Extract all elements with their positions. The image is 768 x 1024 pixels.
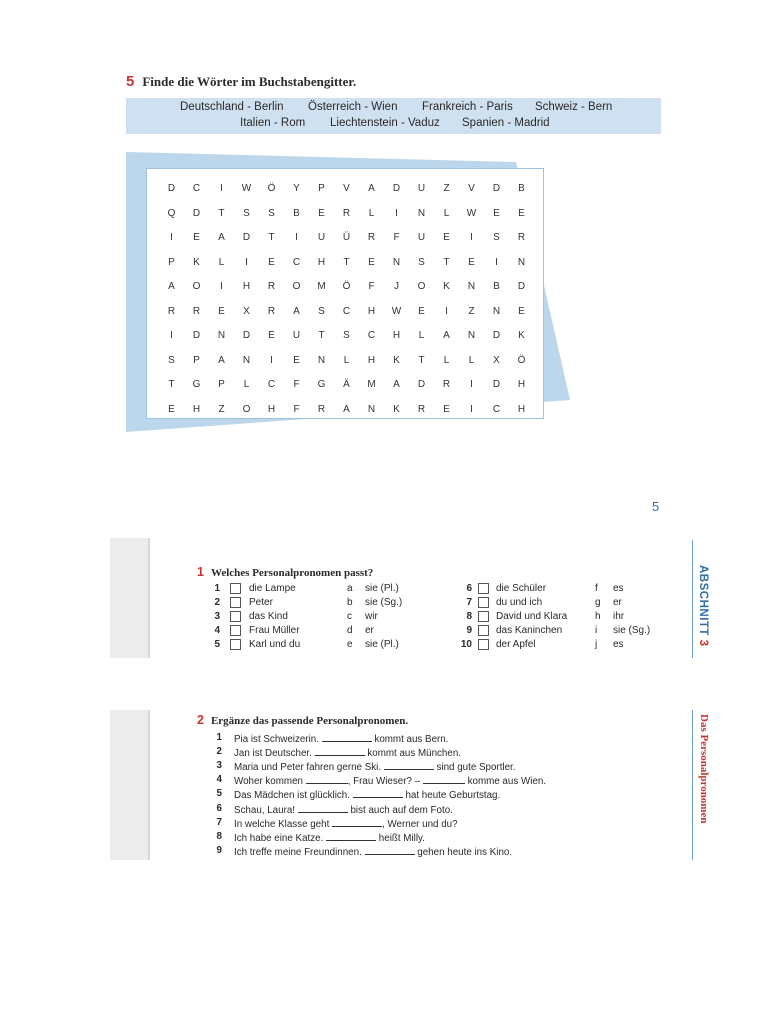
sentence-number: 4 bbox=[216, 774, 222, 786]
grid-letter[interactable]: E bbox=[268, 256, 275, 268]
option-text: sie (Pl.) bbox=[365, 583, 399, 594]
grid-letter[interactable]: T bbox=[418, 354, 425, 366]
grid-letter[interactable]: E bbox=[268, 330, 275, 341]
answer-checkbox[interactable] bbox=[478, 625, 489, 636]
grid-letter[interactable]: Ä bbox=[343, 379, 350, 390]
grid-letter[interactable]: D bbox=[167, 183, 176, 194]
grid-letter[interactable]: S bbox=[268, 207, 275, 219]
grid-letter[interactable]: T bbox=[318, 330, 325, 341]
item-text: der Apfel bbox=[496, 639, 536, 650]
grid-letter[interactable]: N bbox=[242, 354, 251, 366]
sentence-number: 1 bbox=[216, 732, 222, 743]
grid-letter[interactable]: I bbox=[270, 354, 273, 366]
left-margin-tab bbox=[110, 710, 150, 860]
grid-letter[interactable]: U bbox=[317, 232, 326, 243]
grid-letter[interactable]: Y bbox=[293, 183, 300, 194]
grid-letter[interactable]: R bbox=[267, 281, 276, 292]
option-letter: d bbox=[347, 625, 353, 636]
grid-letter[interactable]: T bbox=[268, 232, 275, 243]
grid-letter[interactable]: O bbox=[417, 281, 426, 292]
grid-letter[interactable]: K bbox=[193, 256, 200, 268]
answer-checkbox[interactable] bbox=[230, 583, 241, 594]
grid-letter[interactable]: N bbox=[367, 403, 376, 415]
grid-letter[interactable]: P bbox=[218, 379, 225, 390]
sentence-part: heißt Milly. bbox=[378, 832, 425, 844]
pair-label: Schweiz - Bern bbox=[535, 101, 613, 113]
exercise-number: 1 bbox=[197, 565, 204, 579]
option-text: wir bbox=[365, 611, 378, 622]
sentence-part: Das Mädchen ist glücklich. bbox=[234, 790, 350, 802]
sentence-part: gehen heute ins Kino. bbox=[417, 846, 513, 858]
grid-letter[interactable]: I bbox=[170, 330, 173, 341]
grid-letter[interactable]: D bbox=[242, 232, 251, 243]
sentence-part: bist auch auf dem Foto. bbox=[350, 804, 453, 816]
sentence-part: Ich treffe meine Freundinnen. bbox=[234, 846, 362, 858]
grid-letter[interactable]: D bbox=[517, 281, 526, 292]
answer-blank[interactable] bbox=[298, 803, 348, 813]
grid-letter[interactable]: G bbox=[317, 379, 326, 390]
grid-letter[interactable]: U bbox=[417, 183, 426, 194]
sentence-number: 9 bbox=[216, 844, 222, 856]
option-text: sie (Sg.) bbox=[613, 625, 651, 636]
exercise-1-heading bbox=[197, 565, 373, 579]
answer-checkbox[interactable] bbox=[230, 639, 241, 650]
grid-letter[interactable]: N bbox=[517, 256, 526, 268]
grid-letter[interactable]: H bbox=[367, 305, 376, 317]
grid-letter[interactable]: I bbox=[395, 207, 398, 219]
grid-letter[interactable]: E bbox=[468, 256, 475, 268]
grid-letter[interactable]: M bbox=[317, 281, 326, 292]
grid-letter[interactable]: B bbox=[293, 207, 300, 219]
grid-letter[interactable]: R bbox=[367, 232, 376, 243]
item-number: 8 bbox=[466, 611, 472, 622]
sentence-text bbox=[234, 803, 453, 816]
answer-checkbox[interactable] bbox=[478, 639, 489, 650]
grid-letter[interactable]: P bbox=[318, 183, 325, 194]
section-label bbox=[697, 565, 709, 647]
sentence-part: In welche Klasse geht bbox=[234, 818, 330, 830]
grid-letter[interactable]: V bbox=[343, 183, 350, 194]
grid-letter[interactable]: F bbox=[368, 281, 375, 292]
answer-blank[interactable] bbox=[353, 788, 403, 798]
grid-letter[interactable]: Ö bbox=[517, 354, 526, 366]
option-letter: c bbox=[347, 611, 352, 622]
grid-letter[interactable]: E bbox=[443, 232, 450, 243]
item-text: David und Klara bbox=[496, 611, 568, 622]
option-text: sie (Pl.) bbox=[365, 639, 399, 650]
word-search-puzzle bbox=[124, 150, 574, 435]
grid-letter[interactable]: V bbox=[468, 183, 475, 194]
letter-grid bbox=[159, 177, 534, 422]
grid-letter[interactable]: H bbox=[192, 403, 201, 415]
grid-letter[interactable]: L bbox=[468, 354, 475, 366]
grid-letter[interactable]: I bbox=[470, 379, 473, 390]
exercise-2-heading bbox=[197, 713, 408, 727]
sentence-text bbox=[234, 831, 425, 844]
pair-label: Spanien - Madrid bbox=[462, 117, 550, 129]
item-number: 4 bbox=[214, 625, 220, 636]
grid-letter[interactable]: R bbox=[192, 305, 201, 317]
grid-letter[interactable]: U bbox=[292, 330, 301, 341]
item-text: Peter bbox=[249, 597, 273, 608]
grid-letter[interactable]: H bbox=[317, 256, 326, 268]
answer-checkbox[interactable] bbox=[478, 611, 489, 622]
grid-letter[interactable]: P bbox=[168, 256, 175, 268]
sentence-number: 7 bbox=[216, 816, 222, 828]
grid-letter[interactable]: J bbox=[394, 281, 399, 292]
grid-letter[interactable]: L bbox=[418, 330, 425, 341]
option-letter: f bbox=[595, 583, 598, 594]
item-text: die Schüler bbox=[496, 583, 547, 594]
grid-letter[interactable]: A bbox=[168, 281, 175, 292]
item-text: du und ich bbox=[496, 597, 543, 608]
grid-letter[interactable]: W bbox=[391, 305, 402, 317]
grid-letter[interactable]: O bbox=[292, 281, 301, 292]
grid-letter[interactable]: M bbox=[367, 379, 376, 390]
sentence-part: Ich habe eine Katze. bbox=[234, 832, 324, 844]
pairs-row-2 bbox=[126, 117, 661, 134]
grid-letter[interactable]: W bbox=[241, 183, 252, 194]
grid-letter[interactable]: R bbox=[342, 207, 351, 219]
grid-letter[interactable]: A bbox=[218, 354, 225, 366]
answer-checkbox[interactable] bbox=[478, 583, 489, 594]
grid-letter[interactable]: R bbox=[267, 305, 276, 317]
sentence-part: Maria und Peter fahren gerne Ski. bbox=[234, 762, 382, 774]
grid-letter[interactable]: N bbox=[417, 207, 426, 219]
grid-letter[interactable]: A bbox=[218, 232, 225, 243]
sentence-text bbox=[234, 746, 461, 759]
grid-letter[interactable]: H bbox=[392, 330, 401, 341]
pairs-row-1 bbox=[126, 101, 661, 118]
pair-label: Deutschland - Berlin bbox=[180, 101, 284, 113]
sentence-part: kommt aus München. bbox=[367, 748, 461, 760]
grid-letter[interactable]: C bbox=[492, 403, 501, 415]
answer-blank[interactable] bbox=[423, 774, 465, 784]
sentence-part: Schau, Laura! bbox=[234, 804, 296, 816]
grid-letter[interactable]: D bbox=[192, 207, 201, 219]
grid-letter[interactable]: T bbox=[343, 256, 350, 268]
option-text: ihr bbox=[613, 611, 625, 622]
grid-letter[interactable]: Q bbox=[167, 207, 176, 219]
grid-letter[interactable]: F bbox=[393, 232, 400, 243]
item-number: 9 bbox=[466, 625, 472, 636]
grid-letter[interactable]: L bbox=[343, 354, 350, 366]
answer-blank[interactable] bbox=[384, 760, 434, 770]
sentence-number: 8 bbox=[216, 830, 222, 842]
grid-letter[interactable]: D bbox=[492, 379, 501, 390]
grid-letter[interactable]: K bbox=[443, 281, 450, 292]
grid-letter[interactable]: C bbox=[342, 305, 351, 317]
grid-letter[interactable]: I bbox=[220, 183, 223, 194]
answer-blank[interactable] bbox=[306, 774, 348, 784]
grid-letter[interactable]: E bbox=[518, 305, 525, 317]
grid-letter[interactable]: D bbox=[242, 330, 251, 341]
grid-letter[interactable]: C bbox=[367, 330, 376, 341]
grid-letter[interactable]: A bbox=[393, 379, 400, 390]
item-text: Karl und du bbox=[249, 639, 301, 650]
section-divider-line bbox=[692, 540, 693, 658]
sentence-part: komme aus Wien. bbox=[467, 776, 546, 788]
item-text: die Lampe bbox=[249, 583, 296, 594]
sentence-number: 2 bbox=[216, 746, 222, 758]
grid-letter[interactable]: L bbox=[443, 207, 450, 219]
exercise-title: Finde die Wörter im Buchstabengitter. bbox=[142, 74, 357, 89]
grid-letter[interactable]: L bbox=[218, 256, 225, 268]
answer-checkbox[interactable] bbox=[478, 597, 489, 608]
answer-blank[interactable] bbox=[365, 845, 415, 855]
grid-letter[interactable]: K bbox=[518, 330, 525, 341]
grid-letter[interactable]: E bbox=[518, 207, 525, 219]
item-number: 6 bbox=[466, 583, 472, 594]
grid-letter[interactable]: I bbox=[295, 232, 298, 243]
grid-letter[interactable]: H bbox=[267, 403, 276, 415]
sentence-text bbox=[234, 760, 515, 773]
grid-letter[interactable]: S bbox=[318, 305, 325, 317]
item-number: 5 bbox=[214, 639, 220, 650]
grid-letter[interactable]: P bbox=[193, 354, 200, 366]
grid-letter[interactable]: L bbox=[443, 354, 450, 366]
grid-letter[interactable]: H bbox=[242, 281, 251, 292]
exercise-5-heading bbox=[126, 73, 356, 90]
grid-letter[interactable]: B bbox=[493, 281, 500, 292]
item-number: 7 bbox=[466, 597, 472, 608]
grid-letter[interactable]: H bbox=[367, 354, 376, 366]
grid-letter[interactable]: I bbox=[220, 281, 223, 292]
grid-letter[interactable]: E bbox=[493, 207, 500, 219]
option-text: sie (Sg.) bbox=[365, 597, 403, 608]
page-number: 5 bbox=[652, 499, 660, 514]
option-text: er bbox=[365, 625, 374, 636]
option-letter: b bbox=[347, 597, 353, 608]
sentence-part: , Frau Wieser? – bbox=[347, 776, 421, 788]
grid-letter[interactable]: R bbox=[317, 403, 326, 415]
grid-letter[interactable]: I bbox=[470, 232, 473, 243]
option-letter: e bbox=[347, 639, 353, 650]
grid-letter[interactable]: T bbox=[168, 379, 175, 390]
grid-letter[interactable]: S bbox=[418, 256, 425, 268]
grid-letter[interactable]: E bbox=[168, 403, 175, 415]
section-label-number: 3 bbox=[697, 639, 709, 647]
grid-letter[interactable]: E bbox=[368, 256, 375, 268]
answer-blank[interactable] bbox=[332, 817, 382, 827]
sentence-part: Pia ist Schweizerin. bbox=[234, 734, 319, 745]
grid-letter[interactable]: T bbox=[218, 207, 225, 219]
exercise-title: Welches Personalpronomen passt? bbox=[210, 567, 374, 579]
sentence-text bbox=[234, 845, 512, 858]
grid-letter[interactable]: C bbox=[192, 183, 201, 194]
exercise-number: 2 bbox=[197, 713, 204, 727]
exercise-title: Ergänze das passende Personalpronomen. bbox=[210, 715, 409, 727]
sentence-part: kommt aus Bern. bbox=[374, 734, 449, 745]
grid-letter[interactable]: H bbox=[517, 379, 526, 390]
grid-letter[interactable]: N bbox=[317, 354, 326, 366]
pair-label: Italien - Rom bbox=[240, 117, 306, 129]
grid-letter[interactable]: S bbox=[168, 354, 175, 366]
grid-letter[interactable]: Z bbox=[443, 183, 450, 194]
grid-letter[interactable]: I bbox=[495, 256, 498, 268]
sentence-number: 5 bbox=[216, 788, 222, 800]
grid-letter[interactable]: F bbox=[293, 403, 300, 415]
grid-letter[interactable]: I bbox=[170, 232, 173, 243]
sentence-number: 6 bbox=[216, 802, 222, 814]
answer-checkbox[interactable] bbox=[230, 625, 241, 636]
grid-letter[interactable]: E bbox=[293, 354, 300, 366]
grid-letter[interactable]: O bbox=[242, 403, 251, 415]
grid-letter[interactable]: E bbox=[418, 305, 425, 317]
answer-blank[interactable] bbox=[315, 746, 365, 756]
grid-letter[interactable]: D bbox=[417, 379, 426, 390]
grid-letter[interactable]: K bbox=[393, 354, 400, 366]
pair-label: Österreich - Wien bbox=[308, 101, 398, 113]
answer-checkbox[interactable] bbox=[230, 597, 241, 608]
grid-letter[interactable]: K bbox=[393, 403, 400, 415]
option-letter: g bbox=[595, 597, 601, 608]
answer-checkbox[interactable] bbox=[230, 611, 241, 622]
grid-letter[interactable]: L bbox=[368, 207, 375, 219]
sentence-number: 3 bbox=[216, 760, 222, 772]
grid-letter[interactable]: D bbox=[492, 330, 501, 341]
grid-letter[interactable]: A bbox=[368, 183, 375, 194]
item-number: 1 bbox=[214, 583, 220, 594]
answer-blank[interactable] bbox=[322, 732, 372, 742]
letter-grid-box bbox=[146, 168, 544, 419]
item-text: Frau Müller bbox=[249, 625, 300, 636]
chapter-divider-line bbox=[692, 710, 693, 860]
grid-letter[interactable]: F bbox=[293, 379, 300, 390]
item-number: 2 bbox=[214, 597, 220, 608]
sentence-text bbox=[234, 774, 546, 787]
option-letter: j bbox=[595, 639, 598, 650]
sentence-part: sind gute Sportler. bbox=[436, 762, 516, 774]
grid-letter[interactable]: S bbox=[243, 207, 250, 219]
grid-letter[interactable]: Z bbox=[468, 305, 475, 317]
item-number: 3 bbox=[214, 611, 220, 622]
option-letter: i bbox=[595, 625, 598, 636]
grid-letter[interactable]: I bbox=[445, 305, 448, 317]
grid-letter[interactable]: O bbox=[192, 281, 201, 292]
grid-letter[interactable]: E bbox=[318, 207, 325, 219]
item-number: 10 bbox=[460, 639, 472, 650]
grid-letter[interactable]: X bbox=[243, 305, 250, 317]
sentence-text bbox=[234, 817, 458, 830]
grid-letter[interactable]: N bbox=[217, 330, 226, 341]
grid-letter[interactable]: N bbox=[467, 281, 476, 292]
grid-letter[interactable]: I bbox=[245, 256, 248, 268]
word-pairs-box bbox=[126, 98, 661, 134]
section-label-word: ABSCHNITT bbox=[697, 565, 709, 636]
chapter-label: Das Personalpronomen bbox=[698, 714, 710, 824]
option-text: es bbox=[613, 583, 624, 594]
option-letter: a bbox=[347, 583, 353, 594]
item-text: das Kaninchen bbox=[496, 625, 563, 636]
left-margin-tab bbox=[110, 538, 150, 658]
grid-letter[interactable]: U bbox=[417, 232, 426, 243]
pair-label: Liechtenstein - Vaduz bbox=[330, 117, 440, 129]
sentence-part: hat heute Geburtstag. bbox=[405, 790, 501, 802]
grid-letter[interactable]: Ü bbox=[342, 232, 351, 243]
grid-letter[interactable]: D bbox=[492, 183, 501, 194]
grid-letter[interactable]: C bbox=[292, 256, 301, 268]
grid-letter[interactable]: Ö bbox=[267, 183, 276, 194]
answer-blank[interactable] bbox=[326, 831, 376, 841]
grid-letter[interactable]: D bbox=[192, 330, 201, 341]
exercise-number: 5 bbox=[126, 73, 135, 90]
grid-letter[interactable]: G bbox=[192, 379, 201, 390]
sentence-part: Jan ist Deutscher. bbox=[234, 748, 312, 760]
grid-letter[interactable]: R bbox=[167, 305, 176, 317]
grid-letter[interactable]: C bbox=[267, 379, 276, 390]
grid-letter[interactable]: N bbox=[492, 305, 501, 317]
grid-letter[interactable]: R bbox=[442, 379, 451, 390]
grid-letter[interactable]: E bbox=[443, 403, 450, 415]
grid-letter[interactable]: N bbox=[467, 330, 476, 341]
option-text: er bbox=[613, 597, 622, 608]
sentence-text bbox=[234, 732, 448, 745]
grid-letter[interactable]: B bbox=[518, 183, 525, 194]
sentence-text bbox=[234, 788, 500, 801]
grid-letter[interactable]: E bbox=[193, 232, 200, 243]
grid-letter[interactable]: W bbox=[466, 207, 477, 219]
grid-letter[interactable]: X bbox=[493, 354, 500, 366]
grid-letter[interactable]: Z bbox=[218, 403, 225, 415]
grid-letter[interactable]: A bbox=[293, 305, 300, 317]
grid-letter[interactable]: H bbox=[517, 403, 526, 415]
grid-letter[interactable]: T bbox=[443, 256, 450, 268]
grid-letter[interactable]: N bbox=[392, 256, 401, 268]
grid-letter[interactable]: D bbox=[392, 183, 401, 194]
grid-letter[interactable]: S bbox=[493, 232, 500, 243]
grid-letter[interactable]: A bbox=[343, 403, 350, 415]
grid-letter[interactable]: S bbox=[343, 330, 350, 341]
option-letter: h bbox=[595, 611, 601, 622]
grid-letter[interactable]: L bbox=[243, 379, 250, 390]
grid-letter[interactable]: E bbox=[218, 305, 225, 317]
grid-letter[interactable]: I bbox=[470, 403, 473, 415]
item-text: das Kind bbox=[249, 611, 288, 622]
option-text: es bbox=[613, 639, 624, 650]
grid-letter[interactable]: Ö bbox=[342, 281, 351, 292]
grid-letter[interactable]: R bbox=[517, 232, 526, 243]
grid-letter[interactable]: A bbox=[443, 330, 450, 341]
sentence-part: Woher kommen bbox=[234, 776, 303, 788]
pair-label: Frankreich - Paris bbox=[422, 101, 513, 113]
sentence-part: , Werner und du? bbox=[382, 818, 458, 830]
grid-letter[interactable]: R bbox=[417, 403, 426, 415]
